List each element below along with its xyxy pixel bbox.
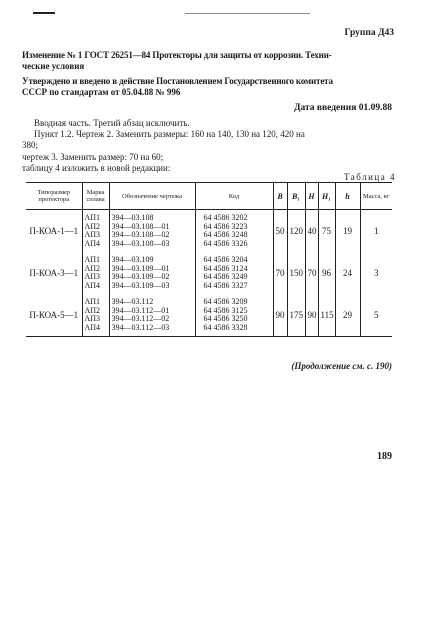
cell-b: 90 xyxy=(273,294,287,337)
drawing: 394—03.109 xyxy=(111,255,154,264)
cell-b1: 150 xyxy=(287,252,305,294)
col-header-small-h: h xyxy=(335,183,360,210)
code: 64 4586 3248 xyxy=(203,230,248,239)
code: 64 4586 3125 xyxy=(203,305,248,315)
cell-h: 40 xyxy=(305,210,318,253)
cell-b1: 175 xyxy=(287,294,305,337)
code: 64 4586 3202 xyxy=(203,213,248,222)
cell-h1: 75 xyxy=(318,210,335,253)
col-header-mass: Масса, кг xyxy=(360,183,392,210)
col-header-grade: Марка сплава xyxy=(82,183,109,210)
drawing: 394—03.112—01 xyxy=(111,305,170,315)
grade: АП2 xyxy=(84,305,101,315)
cell-h: 70 xyxy=(305,252,318,294)
drawing: 394—03.112 xyxy=(111,297,154,306)
cell-h: 90 xyxy=(305,294,318,337)
table-row xyxy=(26,294,392,337)
drawing: 394—03.108—01 xyxy=(111,221,170,231)
table-row xyxy=(26,252,392,294)
drawing: 394—03.109—02 xyxy=(111,272,170,281)
grade: АП2 xyxy=(84,263,101,273)
drawing: 394—03.109—01 xyxy=(111,263,170,273)
continuation-note: (Продолжение см. с. 190) xyxy=(291,361,392,371)
cell-codes xyxy=(195,210,273,253)
grade: АП2 xyxy=(84,221,101,231)
drawing: 394—03.109—03 xyxy=(111,280,170,290)
cell-grades xyxy=(82,210,109,253)
code: 64 4586 3209 xyxy=(203,297,248,306)
cell-small-h: 24 xyxy=(335,252,360,294)
code: 64 4586 3223 xyxy=(203,221,248,231)
body-line-3: 380; xyxy=(22,140,39,150)
grade: АП1 xyxy=(84,297,101,306)
cell-mass: 1 xyxy=(360,210,392,253)
cell-drawings xyxy=(109,294,195,337)
drawing: 394—03.108 xyxy=(111,213,154,222)
drawing: 394—03.112—03 xyxy=(111,322,170,332)
cell-codes xyxy=(195,252,273,294)
cell-type: П-КОА-1—1 xyxy=(29,225,79,236)
col-header-b1: B₁ xyxy=(287,183,305,210)
cell-small-h: 19 xyxy=(335,210,360,253)
table-row xyxy=(26,210,392,253)
table-header-row xyxy=(26,183,392,210)
page-number: 189 xyxy=(377,451,392,462)
cell-type: П-КОА-5—1 xyxy=(26,294,82,337)
cell-grades xyxy=(82,294,109,337)
col-header-h1: H₁ xyxy=(318,183,335,210)
code: 64 4586 3250 xyxy=(203,314,248,323)
drawing: 394—03.108—02 xyxy=(111,230,170,239)
grade: АП3 xyxy=(84,272,101,281)
cell-h1: 115 xyxy=(318,294,335,337)
group-label: Группа Д43 xyxy=(344,28,394,38)
table-caption: Таблица 4 xyxy=(344,172,396,182)
grade: АП1 xyxy=(84,213,101,222)
cell-b: 50 xyxy=(273,210,287,253)
cell-mass: 5 xyxy=(360,294,392,337)
approved-line2: СССР по стандартам от 05.04.88 № 996 xyxy=(22,87,181,97)
drawing: 394—03.108—03 xyxy=(111,238,170,248)
grade: АП3 xyxy=(84,314,101,323)
grade: АП4 xyxy=(84,238,101,248)
scan-mark xyxy=(185,13,310,14)
code: 64 4586 3204 xyxy=(203,255,248,264)
body-line-4: чертеж 3. Заменить размер: 70 на 60; xyxy=(22,152,164,162)
col-header-drawing: Обозначение чертежа xyxy=(109,183,195,210)
code: 64 4586 3327 xyxy=(203,280,248,290)
col-header-h: H xyxy=(305,183,318,210)
cell-type: П-КОА-3—1 xyxy=(29,267,79,278)
cell-drawings xyxy=(109,210,195,253)
body-line-5: таблицу 4 изложить в новой редакции: xyxy=(22,163,171,173)
col-header-type: Типоразмер протектора xyxy=(26,183,82,210)
code: 64 4586 3249 xyxy=(203,272,248,281)
scan-mark xyxy=(33,12,55,14)
body-line-1: Вводная часть. Третий абзац исключить. xyxy=(34,118,190,128)
grade: АП1 xyxy=(84,255,101,264)
approved-line1: Утверждено и введено в действие Постановлением Государственного комитета xyxy=(22,76,333,86)
cell-h1: 96 xyxy=(318,252,335,294)
amendment-title-line2: ческие условия xyxy=(22,61,85,71)
code: 64 4586 3328 xyxy=(203,322,248,332)
amendment-title-line1: Изменение № 1 ГОСТ 26251—84 Протекторы для защиты от коррозии. Техни- xyxy=(22,50,332,60)
code: 64 4586 3326 xyxy=(203,238,248,248)
cell-b1: 120 xyxy=(287,210,305,253)
drawing: 394—03.112—02 xyxy=(111,314,170,323)
effective-date: Дата введения 01.09.88 xyxy=(293,103,392,113)
grade: АП4 xyxy=(84,280,101,290)
cell-b: 70 xyxy=(273,252,287,294)
cell-grades xyxy=(82,252,109,294)
grade: АП4 xyxy=(84,322,101,332)
protector-table xyxy=(26,182,392,337)
body-line-2: Пункт 1.2. Чертеж 2. Заменить размеры: 160 на 140, 130 на 120, 420 на xyxy=(34,129,305,139)
cell-small-h: 29 xyxy=(335,294,360,337)
cell-mass: 3 xyxy=(360,252,392,294)
code: 64 4586 3124 xyxy=(203,263,248,273)
cell-codes xyxy=(195,294,273,337)
grade: АП3 xyxy=(84,230,101,239)
cell-drawings xyxy=(109,252,195,294)
col-header-code: Код xyxy=(195,183,273,210)
col-header-b: B xyxy=(273,183,287,210)
